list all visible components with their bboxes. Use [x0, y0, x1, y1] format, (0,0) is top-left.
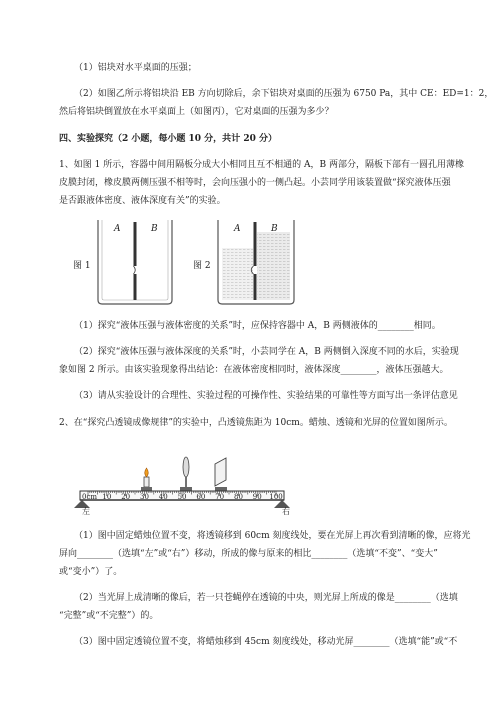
bench-tick-label: 20 [121, 493, 131, 501]
q1-sub2-a: （2）探究“液体压强与液体深度的关系”时，小芸同学在 A，B 两侧倒入深度不同的水后，实验现 [74, 347, 459, 357]
text-line-2: （2）如图乙所示将铝块沿 EB 方向切除后，余下铝块对桌面的压强为 6750 Pa，其中 CE：ED=1：2， [74, 89, 494, 99]
q2-sub3: （3）图中固定透镜位置不变，将蜡烛移到 45cm 刻度线处，移动光屏________（选填“能”或“不 [74, 637, 458, 647]
screen-icon [215, 458, 226, 486]
q2-sub2-b: “完整”或“不完整”）的。 [59, 611, 159, 621]
q2-sub2-a: （2）当光屏上成清晰的像后，若一只苍蝇停在透镜的中央，则光屏上所成的像是________（选填 [74, 593, 458, 603]
bench-right-label: 右 [282, 507, 290, 516]
q2-stem: 2、在“探究凸透镜成像规律”的实验中，凸透镜焦距为 10cm。蜡烛、透镜和光屏的位置如图所示。 [59, 418, 453, 428]
bench-tick-label: 50 [177, 493, 187, 501]
q1-line-a: 1、如图 1 所示，容器中间用隔板分成大小相同且互不相通的 A，B 两部分，隔板下部有一圆孔用薄橡 [59, 160, 465, 170]
fig2-container-diagram [215, 218, 297, 306]
candle-icon [144, 477, 149, 487]
lens-icon [183, 457, 189, 477]
fig2-label: 图 2 [193, 261, 211, 271]
bench-tick-label: 80 [234, 493, 243, 501]
q1-line-b: 皮膜封闭，橡皮膜两侧压强不相等时，会向压强小的一侧凸起。小芸同学用该装置做“探究液体压强 [59, 178, 451, 188]
bench-tick-label: 10 [102, 493, 112, 501]
bench-unit: 0cm [82, 493, 98, 501]
fig1-label-a: A [114, 224, 121, 234]
optical-bench-diagram [68, 450, 298, 512]
fig2-label-b: B [271, 224, 278, 234]
text-line-3: 然后将铝块倒置放在水平桌面上（如图丙），它对桌面的压强为多少？ [59, 107, 334, 117]
bench-tick-label: 90 [252, 493, 262, 501]
q1-sub2-b: 象如图 2 所示。由该实验现象得出结论：在液体密度相同时，液体深度________，液体压强越大。 [59, 365, 449, 375]
bench-tick-label: 30 [140, 493, 149, 501]
fig1-label: 图 1 [73, 261, 91, 271]
q2-sub1-c: 或“变小”）了。 [59, 567, 123, 577]
q1-sub1: （1）探究“液体压强与液体密度的关系”时，应保持容器中 A，B 两侧液体的________相同。 [74, 321, 441, 331]
q1-line-c: 是否跟液体密度、液体深度有关”的实验。 [59, 196, 226, 206]
fig1-container-diagram [95, 218, 175, 306]
text-line-1: （1）铝块对水平桌面的压强； [74, 63, 197, 73]
section-heading: 四、实验探究（2 小题，每小题 10 分，共计 20 分） [59, 134, 277, 144]
bench-tick-label: 70 [215, 493, 225, 501]
q1-sub3: （3）请从实验设计的合理性、实验过程的可操作性、实验结果的可靠性等方面写出一条评估意见 [74, 391, 458, 401]
bench-tick-label: 40 [158, 493, 168, 501]
flame-icon [145, 468, 149, 477]
fig2-label-a: A [234, 224, 241, 234]
q2-sub1-b: 屏向________（选填“左”或“右”）移动，所成的像与原来的相比________（选填“不变”、“变大” [59, 549, 438, 559]
fig1-label-b: B [151, 224, 158, 234]
bench-tick-label: 60 [196, 493, 206, 501]
q2-sub1-a: （1）图中固定蜡烛位置不变，将透镜移到 60cm 刻度线处，要在光屏上再次看到清晰的像，应将光 [74, 531, 471, 541]
bench-tick-label: 100 [269, 493, 283, 501]
bench-left-label: 左 [82, 507, 90, 516]
